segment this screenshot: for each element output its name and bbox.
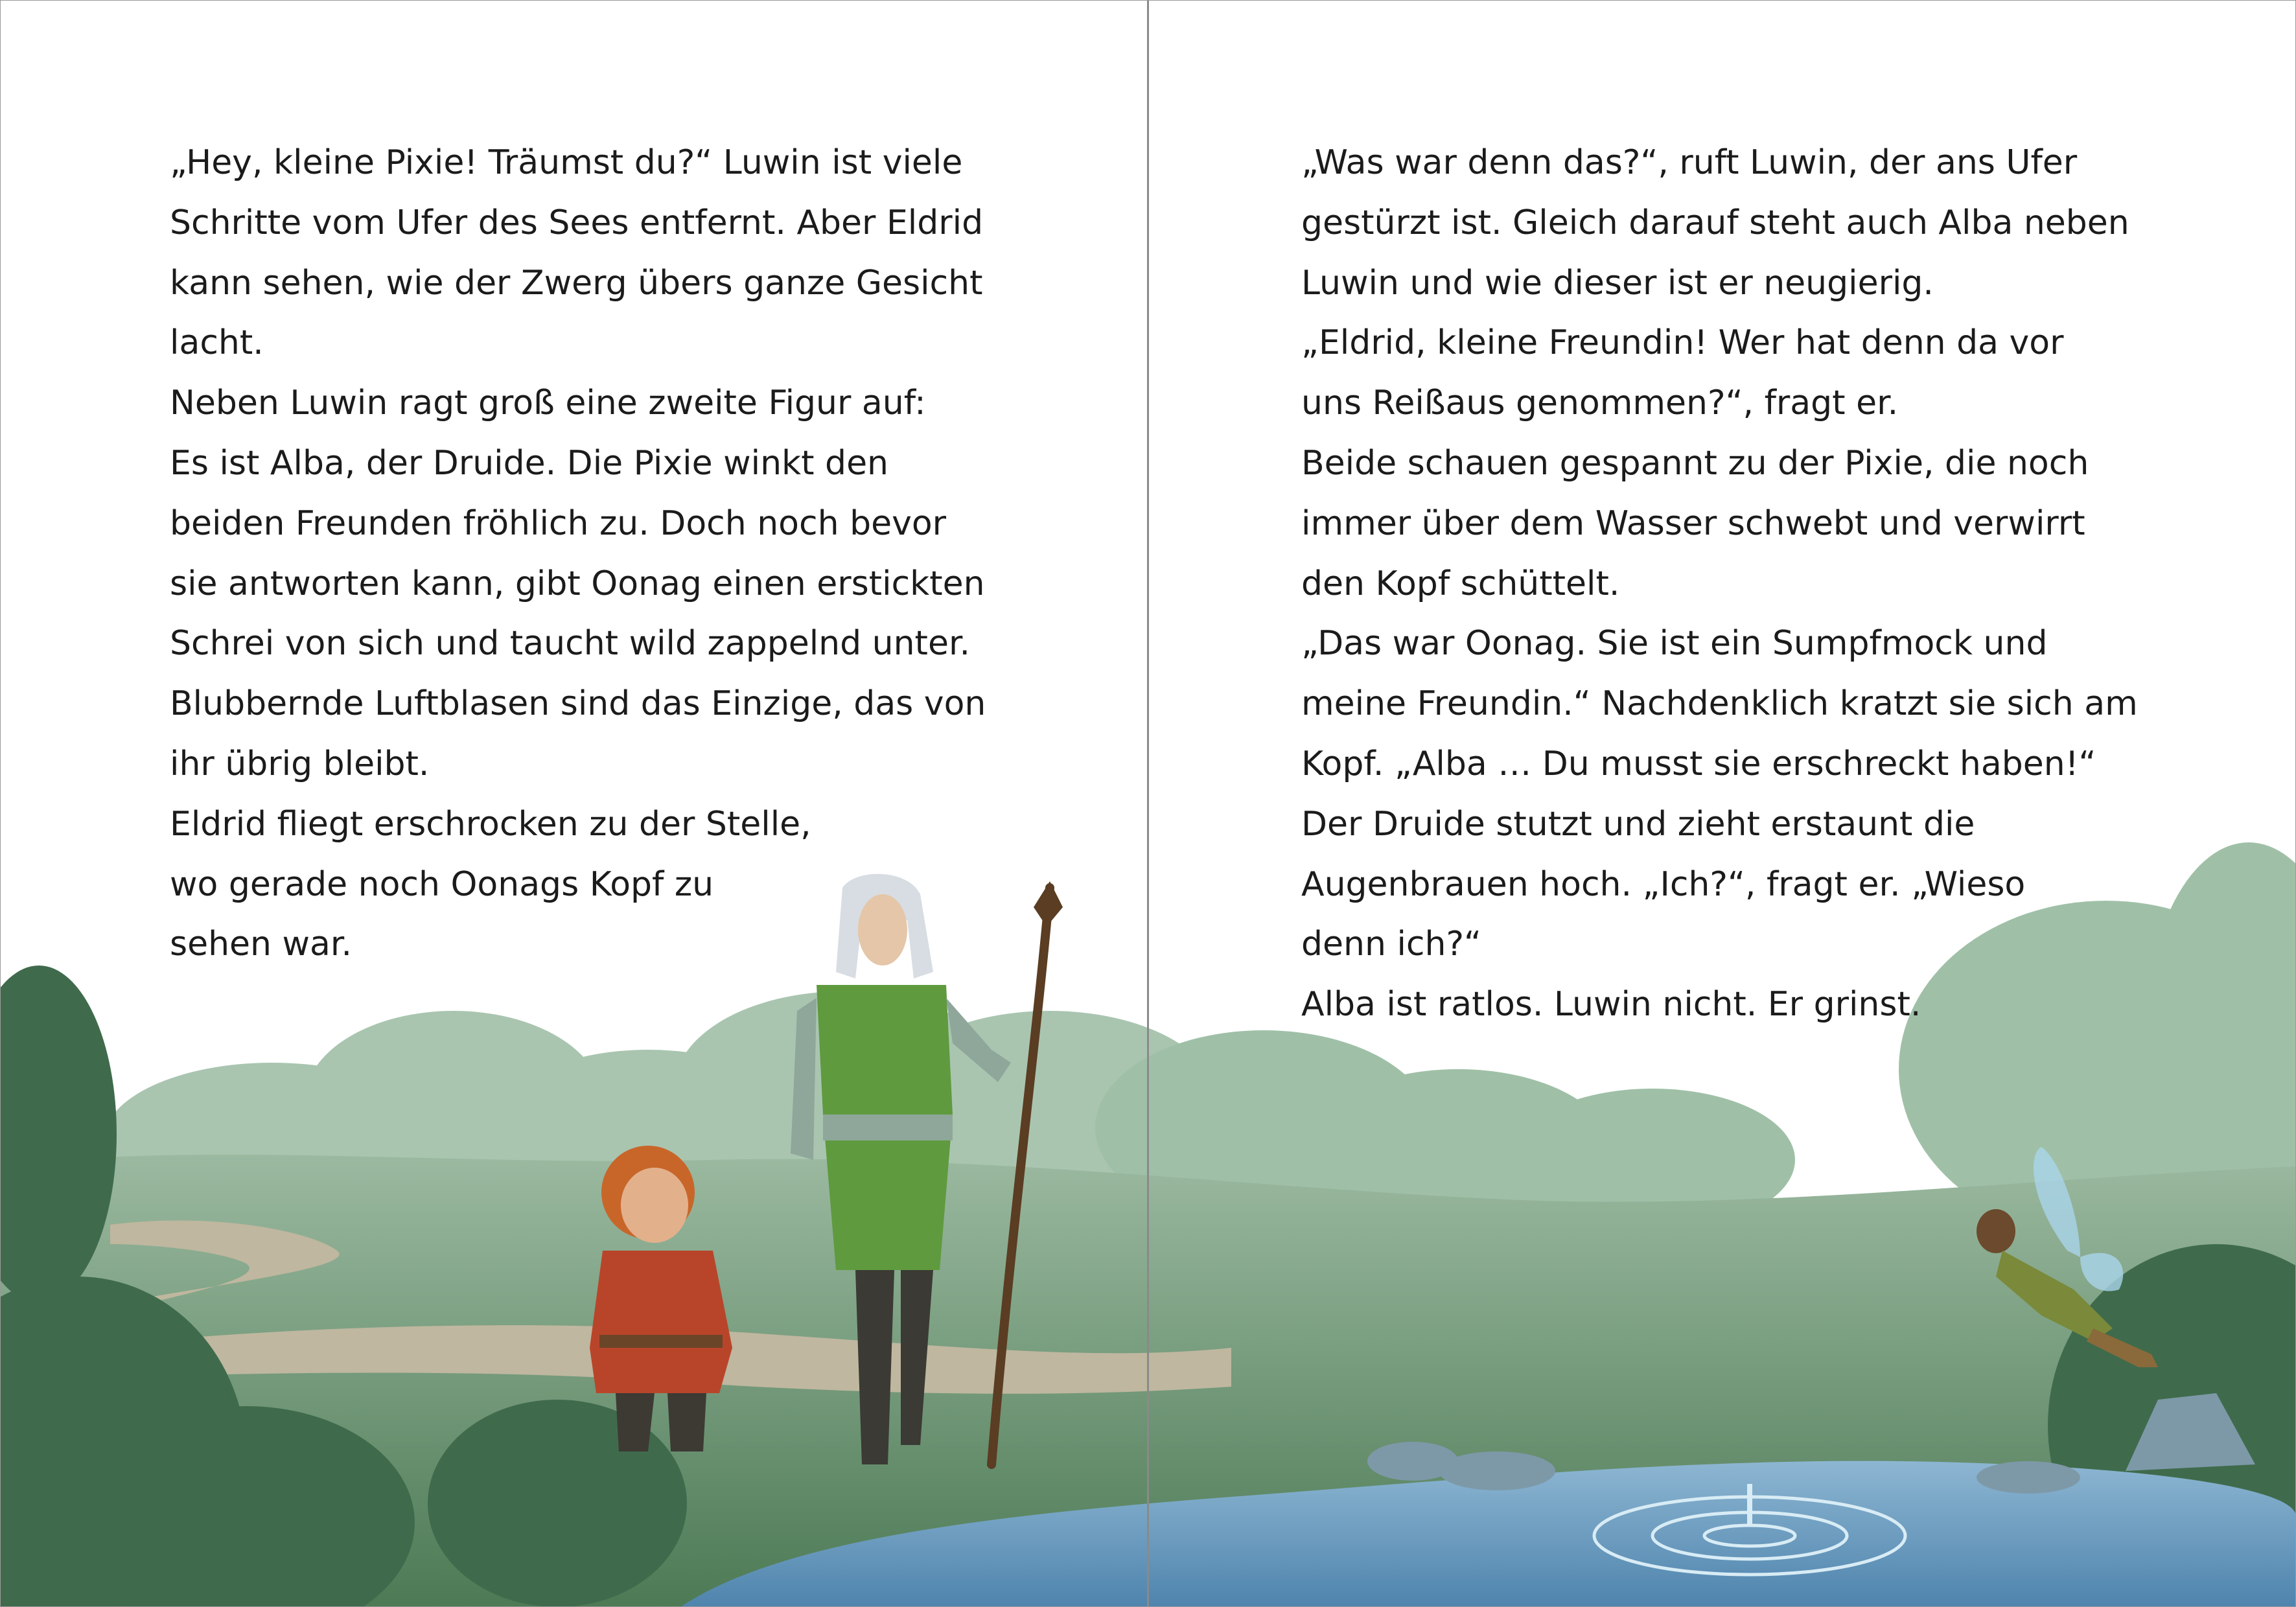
text-line: lacht.: [170, 323, 264, 363]
text-line: immer über dem Wasser schwebt und verwirrt: [1301, 503, 2085, 543]
text-line: Schrei von sich und taucht wild zappelnd unter.: [170, 624, 971, 664]
text-line: „Das war Oonag. Sie ist ein Sumpfmock und: [1301, 624, 2048, 664]
text-line: Luwin und wie dieser ist er neugierig.: [1301, 263, 1934, 303]
text-line: meine Freundin.“ Nachdenklich kratzt sie sich am: [1301, 684, 2138, 724]
text-line: „Hey, kleine Pixie! Träumst du?“ Luwin ist viele: [170, 143, 963, 182]
text-line: Kopf. „Alba … Du musst sie erschreckt haben!“: [1301, 744, 2096, 783]
text-line: Blubbernde Luftblasen sind das Einzige, das von: [170, 684, 986, 724]
left-page-text: [170, 133, 1038, 975]
dwarf-face: [621, 1168, 688, 1243]
text-line: Der Druide stutzt und zieht erstaunt die: [1301, 804, 1975, 844]
dwarf-belt: [599, 1335, 723, 1348]
text-line: Beide schauen gespannt zu der Pixie, die noch: [1301, 443, 2089, 483]
text-line: beiden Freunden fröhlich zu. Doch noch bevor: [170, 503, 947, 543]
text-line: gestürzt ist. Gleich darauf steht auch Alba neben: [1301, 203, 2129, 242]
text-line: Neben Luwin ragt groß eine zweite Figur auf:: [170, 384, 926, 423]
pixie-head: [1977, 1209, 2015, 1253]
text-line: denn ich?“: [1301, 925, 1481, 964]
text-line: Alba ist ratlos. Luwin nicht. Er grinst.: [1301, 985, 1921, 1024]
text-line: Es ist Alba, der Druide. Die Pixie winkt den: [170, 443, 889, 483]
text-line: sehen war.: [170, 925, 353, 964]
text-line: „Eldrid, kleine Freundin! Wer hat denn da vor: [1301, 323, 2064, 363]
text-line: wo gerade noch Oonags Kopf zu: [170, 864, 714, 904]
page-gutter: [1147, 0, 1149, 1607]
druid-sash: [823, 1115, 953, 1140]
text-line: uns Reißaus genommen?“, fragt er.: [1301, 384, 1899, 423]
text-line: sie antworten kann, gibt Oonag einen erstickten: [170, 564, 985, 603]
text-line: ihr übrig bleibt.: [170, 744, 430, 783]
dwarf-tunic: [590, 1251, 732, 1393]
text-line: kann sehen, wie der Zwerg übers ganze Gesicht: [170, 263, 983, 303]
text-line: Eldrid fliegt erschrocken zu der Stelle,: [170, 804, 811, 844]
text-line: Schritte vom Ufer des Sees entfernt. Aber Eldrid: [170, 203, 984, 242]
text-line: den Kopf schüttelt.: [1301, 564, 1620, 603]
text-line: „Was war denn das?“, ruft Luwin, der ans Ufer: [1301, 143, 2078, 182]
right-page-text: [1301, 133, 2196, 1035]
text-line: Augenbrauen hoch. „Ich?“, fragt er. „Wieso: [1301, 864, 2026, 904]
